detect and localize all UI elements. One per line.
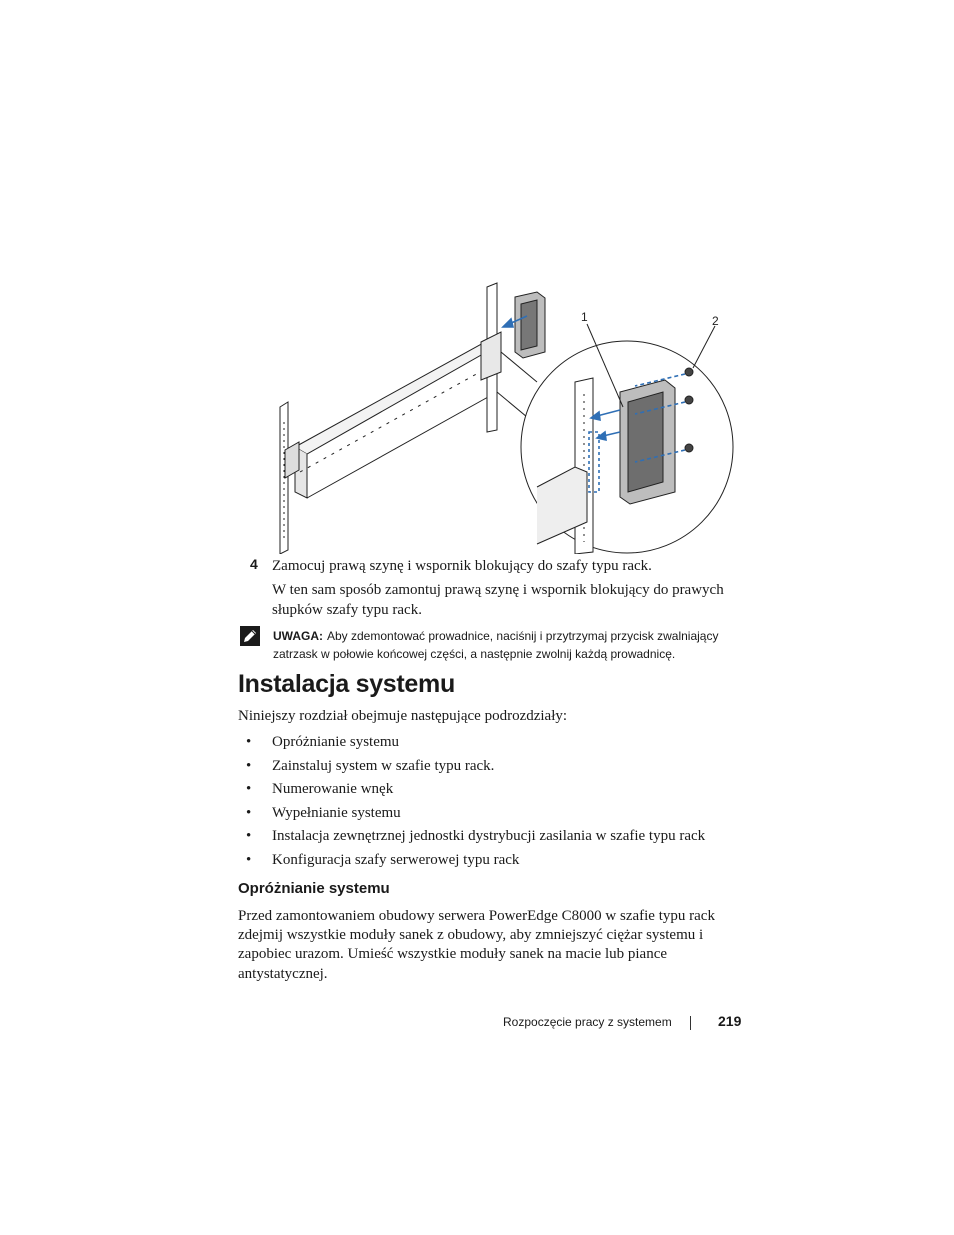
callout-1: 1 — [581, 310, 588, 324]
note-label: UWAGA: — [273, 629, 323, 643]
step-paragraph: W ten sam sposób zamontuj prawą szynę i wspornik blokujący do prawych słupków szafy typu rack. — [272, 582, 724, 618]
footer-separator — [690, 1016, 691, 1030]
rail-diagram — [275, 282, 740, 554]
bullet: • — [246, 851, 252, 868]
bullet: • — [246, 757, 252, 774]
bullet: • — [246, 781, 252, 798]
page-number: 219 — [718, 1013, 742, 1029]
footer-section-title: Rozpoczęcie pracy z systemem — [503, 1015, 672, 1029]
bullet: • — [246, 734, 252, 750]
list-item-text: Zainstaluj system w szafie typu rack. — [272, 757, 495, 774]
section-intro: Niniejszy rozdział obejmuje następujące podrozdziały: — [238, 708, 568, 724]
note-pencil-icon — [240, 626, 260, 646]
step-number: 4 — [250, 556, 258, 572]
list-item-text: Konfiguracja szafy serwerowej typu rack — [272, 851, 520, 868]
note-text — [273, 627, 748, 663]
rail-installation-figure — [275, 282, 740, 554]
list-item-text: Numerowanie wnęk — [272, 781, 394, 798]
subsection-title: Opróżnianie systemu — [238, 880, 390, 897]
list-item-text: Opróżnianie systemu — [272, 734, 400, 750]
note-body: Aby zdemontować prowadnice, naciśnij i przytrzymaj przycisk zwalniający zatrzask w połowie końcowej części, a następnie zwolnij każdą prowadnicę. — [273, 629, 719, 661]
step-text: Zamocuj prawą szynę i wspornik blokujący do szafy typu rack. — [272, 558, 652, 574]
list-item-text: Instalacja zewnętrznej jednostki dystrybucji zasilania w szafie typu rack — [272, 828, 706, 845]
bullet: • — [246, 828, 252, 845]
subsection-body: Przed zamontowaniem obudowy serwera PowerEdge C8000 w szafie typu rack zdejmij wszystkie moduły sanek z obudowy, aby zmniejszyć ciężar systemu i zapobiec urazom. Umieść wszystkie moduły sanek na macie lub piance antystatycznej. — [238, 908, 715, 982]
bullet: • — [246, 804, 252, 821]
list-item-text: Wypełnianie systemu — [272, 804, 401, 821]
callout-2: 2 — [712, 314, 719, 328]
section-title: Instalacja systemu — [238, 670, 455, 698]
